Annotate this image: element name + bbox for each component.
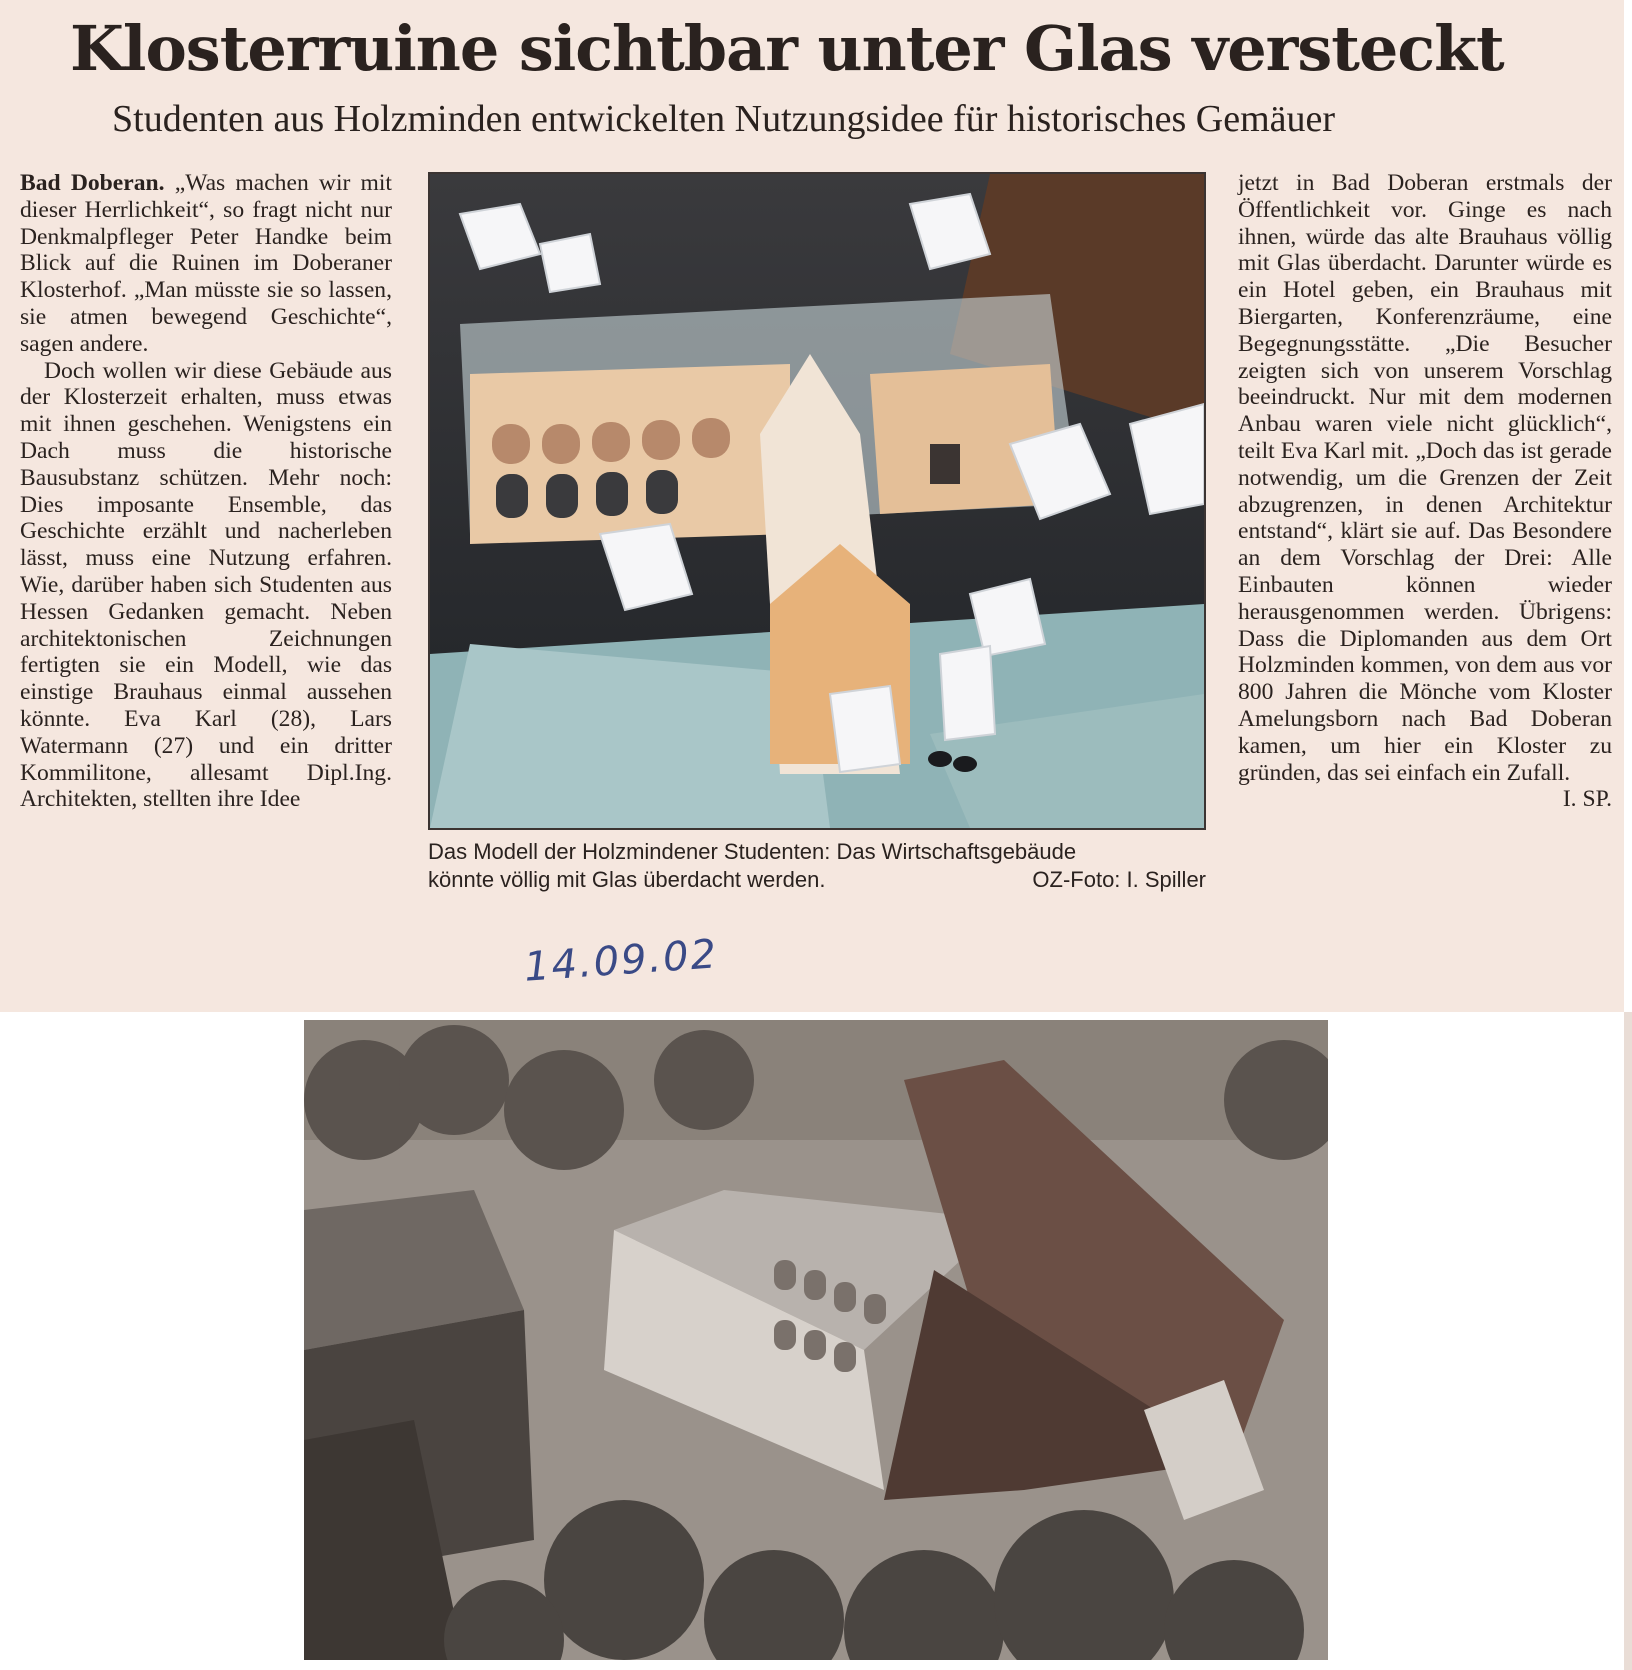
- caption-line-1: Das Modell der Holzmindener Studenten: Das Wirtschaftsgebäude: [428, 839, 1077, 864]
- photo-caption: [428, 838, 1206, 894]
- caption-text: könnte völlig mit Glas überdacht werden.: [428, 867, 826, 892]
- monastery-aerial-image: [304, 1020, 1328, 1660]
- article-dateline: Bad Doberan.: [20, 170, 165, 196]
- article-paragraph: [20, 170, 392, 358]
- photo-credit: OZ-Foto: I. Spiller: [1032, 867, 1206, 892]
- article-text: „Was machen wir mit dieser Herrlichkeit“, so fragt nicht nur Denkmalpfleger Peter Handke beim Blick auf die Ruinen im Doberaner Klosterhof. „Man müsste sie so lassen, sie atmen bewegend Geschichte“, sagen andere.: [20, 170, 392, 357]
- article-paragraph: Doch wollen wir diese Gebäude aus der Klosterzeit erhalten, muss etwas mit ihnen geschehen. Wenigstens ein Dach muss die historische Bausubstanz schützen. Mehr noch: Dies imposante Ensemble, das Geschichte erzählt und nacherleben lässt, muss eine Nutzung erfahren. Wie, darüber haben sich Studenten aus Hessen Gedanken gemacht. Neben architektonischen Zeichnungen fertigten sie ein Modell, wie das einstige Brauhaus einmal aussehen könnte. Eva Karl (28), Lars Watermann (27) und ein dritter Kommilitone, allesamt Dipl.Ing. Architekten, stellten ihre Idee: [20, 357, 392, 813]
- handwritten-date: 14.09.02: [522, 931, 720, 991]
- article-column-left: [20, 170, 392, 813]
- article-subheadline: Studenten aus Holzminden entwickelten Nutzungsidee für historisches Gemäuer: [112, 98, 1336, 140]
- scan-edge: [1624, 1012, 1632, 1670]
- article-text: jetzt in Bad Doberan erstmals der Öffentlichkeit vor. Ginge es nach ihnen, würde das alte Brauhaus völlig mit Glas überdacht. Darunter würde es ein Hotel geben, ein Brauhaus mit Biergarten, Konferenzräume, eine Begegnungsstätte. „Die Besucher zeigten sich von unserem Vorschlag beeindruckt. Nur mit dem modernen Anbau waren viele nicht glücklich“, teilt Eva Karl mit. „Doch das ist gerade notwendig, um die Grenzen der Zeit abzugrenzen, in denen Architektur entstand“, klärt sie auf. Das Besondere an dem Vorschlag der Drei: Alle Einbauten können wieder herausgenommen werden. Übrigens: Dass die Diplomanden aus dem Ort Holzminden kommen, von dem aus vor 800 Jahren die Mönche vom Kloster Amelungsborn nach Bad Doberan kamen, um hier ein Kloster zu gründen, das sei einfach ein Zufall.: [1238, 170, 1612, 786]
- article-column-right: [1238, 170, 1612, 813]
- caption-line-2: [428, 866, 1206, 894]
- aerial-photo: [304, 1020, 1328, 1660]
- architectural-model-image: [430, 174, 1204, 828]
- article-author: I. SP.: [1562, 786, 1612, 813]
- article-paragraph: [1238, 170, 1612, 813]
- model-photo: [428, 172, 1206, 830]
- article-headline: Klosterruine sichtbar unter Glas versteckt: [70, 12, 1504, 85]
